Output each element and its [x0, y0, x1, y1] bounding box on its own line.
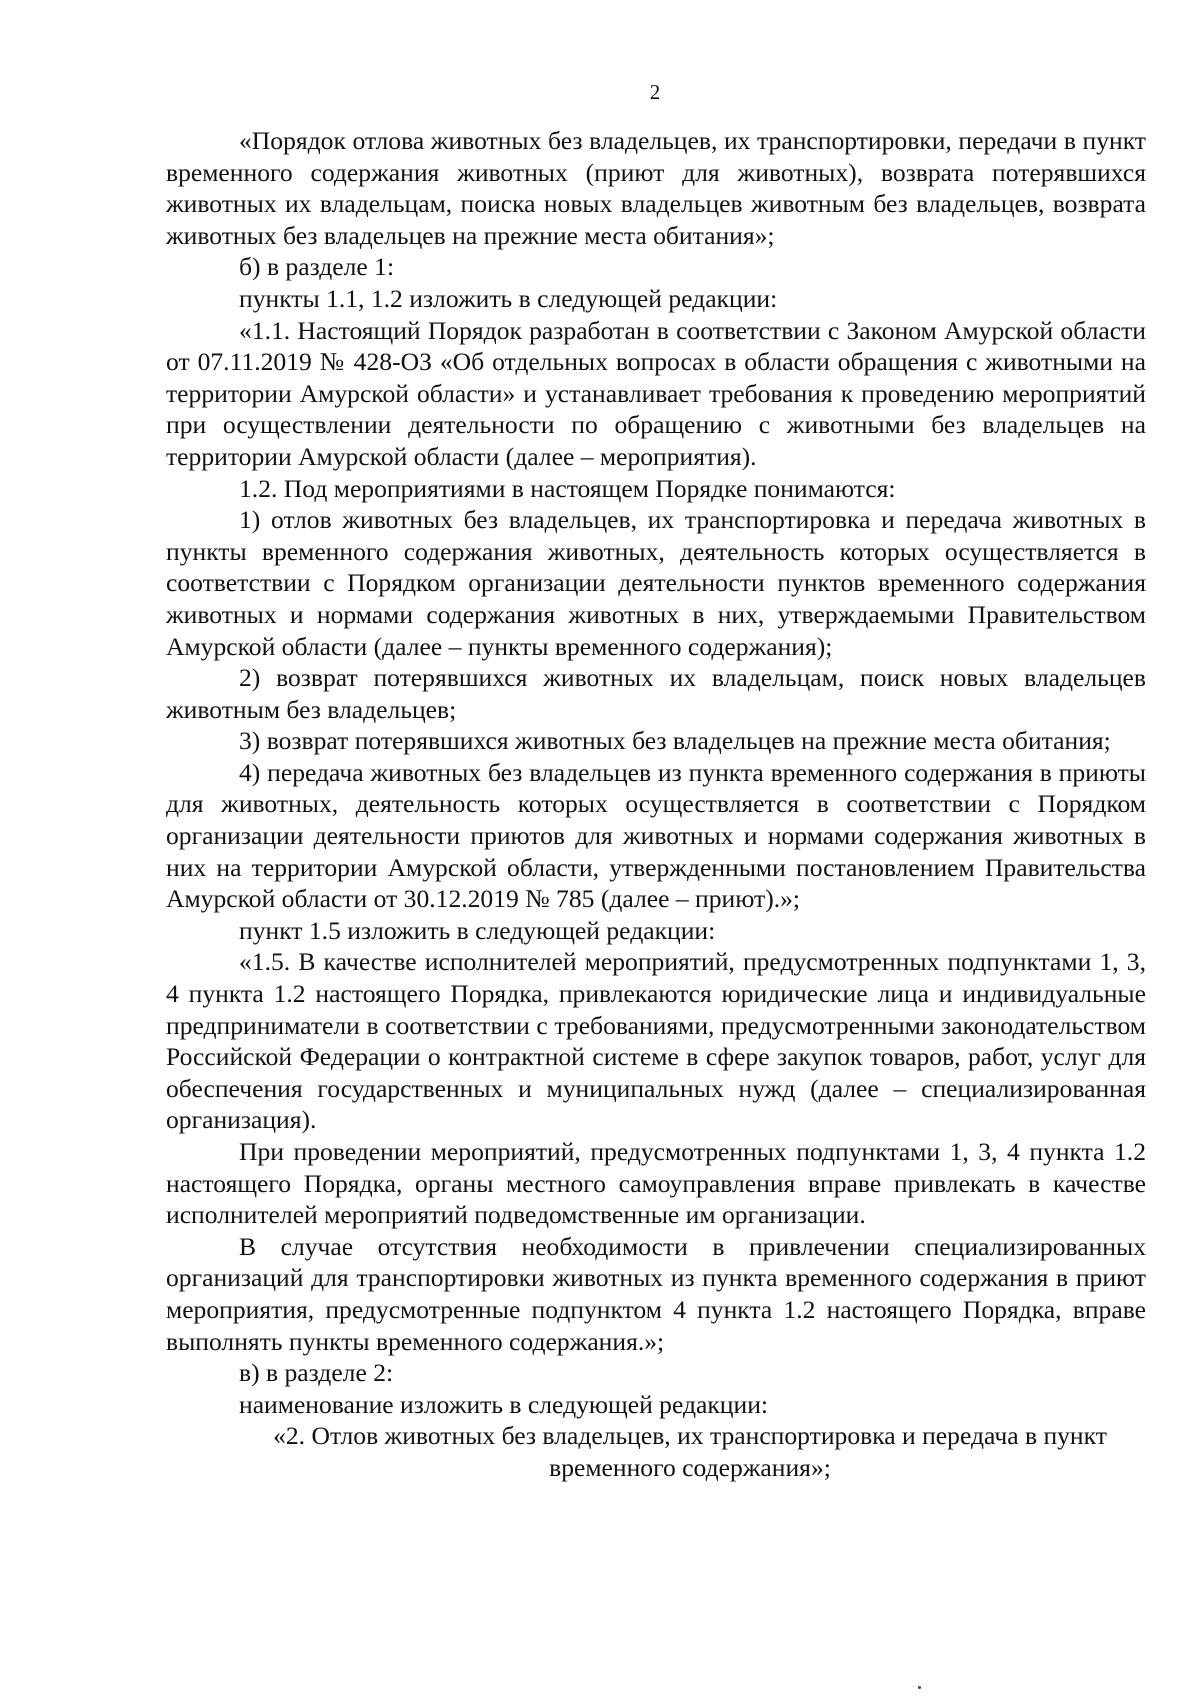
paragraph-title-quote: «Порядок отлова животных без владельцев, их транспортировки, передачи в пункт временного содержания животных (приют для животных), возврата потерявшихся животных их владельцам, поиска новых владельцев животным без владельцев, возврата животных без владельцев на прежние места обитания»;	[166, 126, 1146, 250]
document-body	[166, 125, 1146, 1484]
paragraph-subitem-1: 1) отлов животных без владельцев, их транспортировка и передача животных в пункты временного содержания животных, деятельность которых осуществляется в соответствии с Порядком организации деятельности пунктов временного содержания животных и нормами содержания животных в них, утверждаемыми Правительством Амурской области (далее – пункты временного содержания);	[166, 505, 1146, 661]
paragraph-section-1-header: б) в разделе 1:	[239, 252, 395, 282]
paragraph-section-2-title: «2. Отлов животных без владельцев, их транспортировка и передача в пункт временного содержания»;	[273, 1421, 1107, 1482]
paragraph-subitem-2: 2) возврат потерявшихся животных их владельцам, поиск новых владельцев животным без владельцев;	[166, 663, 1146, 724]
paragraph-no-necessity: В случае отсутствия необходимости в привлечении специализированных организаций для транспортировки животных из пункта временного содержания в приют мероприятия, предусмотренные подпунктом 4 пункта 1.2 настоящего Порядка, вправе выполнять пункты временного содержания.»;	[166, 1231, 1146, 1356]
paragraph-item-1-5-intro: пункт 1.5 изложить в следующей редакции:	[239, 915, 716, 945]
paragraph-item-1-5: «1.5. В качестве исполнителей мероприятий, предусмотренных подпунктами 1, 3, 4 пункта 1.2 настоящего Порядка, привлекаются юридические лица и индивидуальные предприниматели в соответствии с требованиями, предусмотренными законодательством Российской Федерации о контрактной системе в сфере закупок товаров, работ, услуг для обеспечения государственных и муниципальных нужд (далее – специализированная организация).	[166, 947, 1146, 1135]
paragraph-item-1-2: 1.2. Под мероприятиями в настоящем Порядке понимаются:	[239, 473, 896, 503]
paragraph-name-intro: наименование изложить в следующей редакции:	[239, 1389, 769, 1419]
page-number: 2	[649, 80, 661, 104]
paragraph-local-government: При проведении мероприятий, предусмотренных подпунктами 1, 3, 4 пункта 1.2 настоящего Порядка, органы местного самоуправления вправе привлекать в качестве исполнителей мероприятий подведомственные им организации.	[166, 1137, 1146, 1230]
paragraph-subitem-4: 4) передача животных без владельцев из пункта временного содержания в приюты для животных, деятельность которых осуществляется в соответствии с Порядком организации деятельности приютов для животных и нормами содержания животных в них на территории Амурской области, утвержденными постановлением Правительства Амурской области от 30.12.2019 № 785 (далее – приют).»;	[166, 757, 1146, 914]
paragraph-items-1-1-1-2-intro: пункты 1.1, 1.2 изложить в следующей редакции:	[239, 283, 778, 313]
paragraph-section-2-header: в) в разделе 2:	[239, 1358, 394, 1388]
paragraph-item-1-1: «1.1. Настоящий Порядок разработан в соответствии с Законом Амурской области от 07.11.2019 № 428-ОЗ «Об отдельных вопросах в области обращения с животными на территории Амурской области» и устанавливает требования к проведению мероприятий при осуществлении деятельности по обращению с животными без владельцев на территории Амурской области (далее – мероприятия).	[166, 315, 1146, 471]
paragraph-subitem-3: 3) возврат потерявшихся животных без владельцев на прежние места обитания;	[239, 726, 1111, 756]
scan-speck	[918, 1686, 921, 1689]
